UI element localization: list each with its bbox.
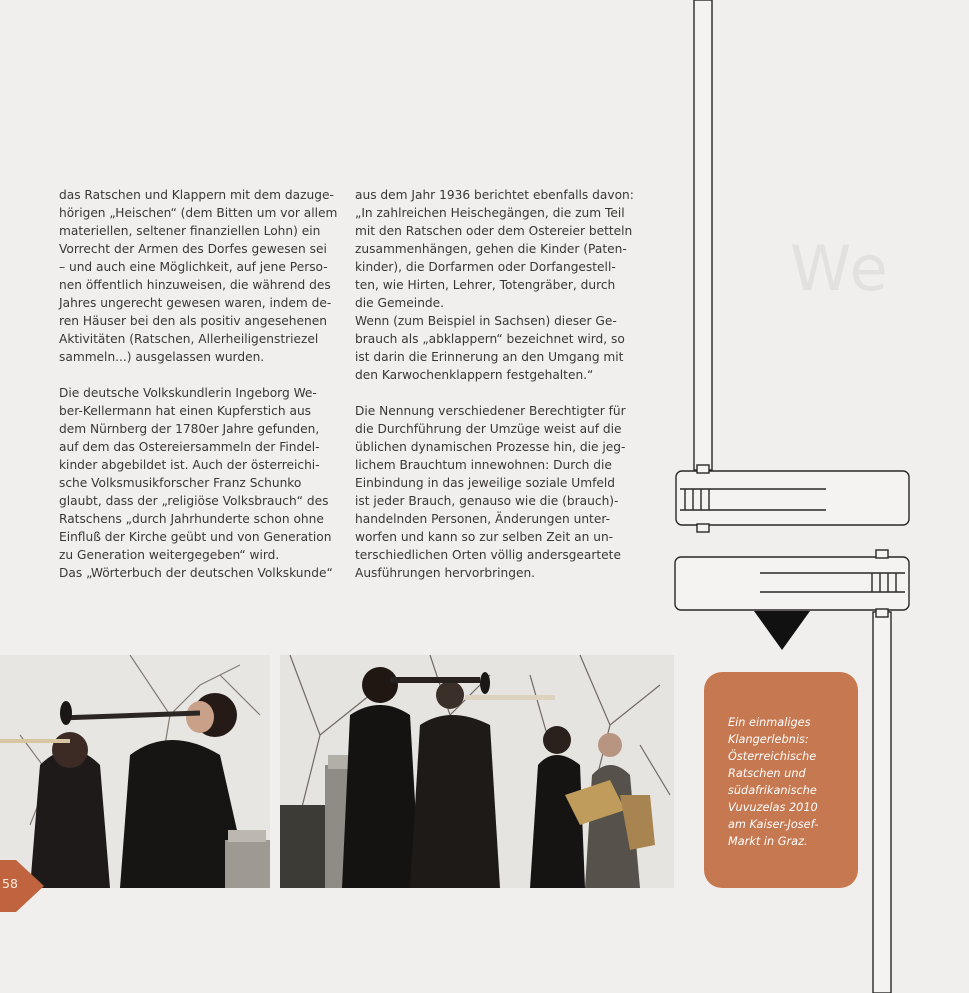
upper-rattle-bar <box>676 471 909 525</box>
text-line: materiellen, seltener finanziellen Lohn) ein <box>59 224 321 238</box>
caption-line: Markt in Graz. <box>728 835 808 848</box>
text-line: ren Häuser bei den als positiv angesehenen <box>59 314 327 328</box>
text-line: Einfluß der Kirche geübt und von Generation <box>59 530 332 544</box>
text-line: ten, wie Hirten, Lehrer, Totengräber, durch <box>355 278 616 292</box>
text-line: Die deutsche Volkskundlerin Ingeborg We- <box>59 386 317 400</box>
text-line: terschiedlichen Orten völlig andersgeartete <box>355 548 621 562</box>
upper-handle-rod <box>694 0 712 470</box>
text-line: sammeln...) ausgelassen wurden. <box>59 350 265 364</box>
text-line: Einbindung in das jeweilige soziale Umfeld <box>355 476 616 490</box>
caption-line: am Kaiser-Josef- <box>728 818 819 831</box>
text-line: glaubt, dass der „religiöse Volksbrauch“ des <box>59 494 329 508</box>
text-line: lichem Brauchtum innewohnen: Durch die <box>355 458 612 472</box>
text-line: Vorrecht der Armen des Dorfes gewesen sei <box>59 242 327 256</box>
text-line: Ausführungen hervorbringen. <box>355 566 536 580</box>
caption-line: Ein einmaliges <box>728 716 811 729</box>
text-line: aus dem Jahr 1936 berichtet ebenfalls davon: <box>355 188 634 202</box>
lower-rattle-bar <box>675 557 909 610</box>
caption-line: Vuvuzelas 2010 <box>728 801 818 814</box>
text-line: dem Nürnberg der 1780er Jahre gefunden, <box>59 422 320 436</box>
text-line: ist darin die Erinnerung an den Umgang mit <box>355 350 624 364</box>
text-line: ber-Kellermann hat einen Kupferstich aus <box>59 404 312 418</box>
text-line: den Karwochenklappern festgehalten.“ <box>355 368 594 382</box>
caption-line: Ratschen und <box>728 767 806 780</box>
text-line: – und auch eine Möglichkeit, auf jene Perso- <box>59 260 328 274</box>
text-line: Wenn (zum Beispiel in Sachsen) dieser Ge- <box>355 314 617 328</box>
text-line: Jahres ungerecht gewesen waren, indem de- <box>59 296 332 310</box>
photo-rattle-players-right <box>280 655 674 888</box>
text-line: worfen und kann so zur selben Zeit an un- <box>355 530 614 544</box>
text-line: hörigen „Heischen“ (dem Bitten um vor allem <box>59 206 338 220</box>
lower-handle-rod <box>873 612 891 993</box>
text-line: die Gemeinde. <box>355 296 445 310</box>
text-line: nen öffentlich hinzuweisen, die während des <box>59 278 331 292</box>
caption-line: Klangerlebnis: <box>728 733 809 746</box>
text-line: Ratschens „durch Jahrhunderte schon ohne <box>59 512 324 526</box>
text-line: sche Volksmusikforscher Franz Schunko <box>59 476 302 490</box>
text-line: ist jeder Brauch, genauso wie die (brauch)- <box>355 494 619 508</box>
photo-vuvuzela-players-left <box>0 655 270 888</box>
text-line: die Durchführung der Umzüge weist auf die <box>355 422 622 436</box>
ghost-heading: We <box>790 232 890 305</box>
text-line: Aktivitäten (Ratschen, Allerheiligenstriezel <box>59 332 319 346</box>
text-line: brauch als „abklappern“ bezeichnet wird, so <box>355 332 625 346</box>
text-line: „In zahlreichen Heischegängen, die zum Teil <box>355 206 625 220</box>
text-line: Das „Wörterbuch der deutschen Volkskunde“ <box>59 566 333 580</box>
text-line: auf dem das Ostereiersammeln der Findel- <box>59 440 320 454</box>
text-line: Die Nennung verschiedener Berechtigter für <box>355 404 626 418</box>
text-line: das Ratschen und Klappern mit dem dazuge- <box>59 188 334 202</box>
text-line: kinder abgebildet ist. Auch der österreichi- <box>59 458 320 472</box>
text-line: üblichen dynamischen Prozesse hin, die jeg- <box>355 440 626 454</box>
photo-caption <box>728 714 848 850</box>
page-number: 58 <box>2 876 18 891</box>
caption-line: Österreichische <box>728 750 817 763</box>
text-line: zu Generation weitergegeben“ wird. <box>59 548 280 562</box>
text-line: mit den Ratschen oder dem Ostereier betteln <box>355 224 633 238</box>
text-line: handelnden Personen, Änderungen unter- <box>355 512 610 526</box>
caption-line: südafrikanische <box>728 784 817 797</box>
text-line: kinder), die Dorfarmen oder Dorfangestell- <box>355 260 616 274</box>
text-line: zusammenhängen, gehen die Kinder (Paten- <box>355 242 627 256</box>
pointer-triangle-icon <box>754 611 810 650</box>
